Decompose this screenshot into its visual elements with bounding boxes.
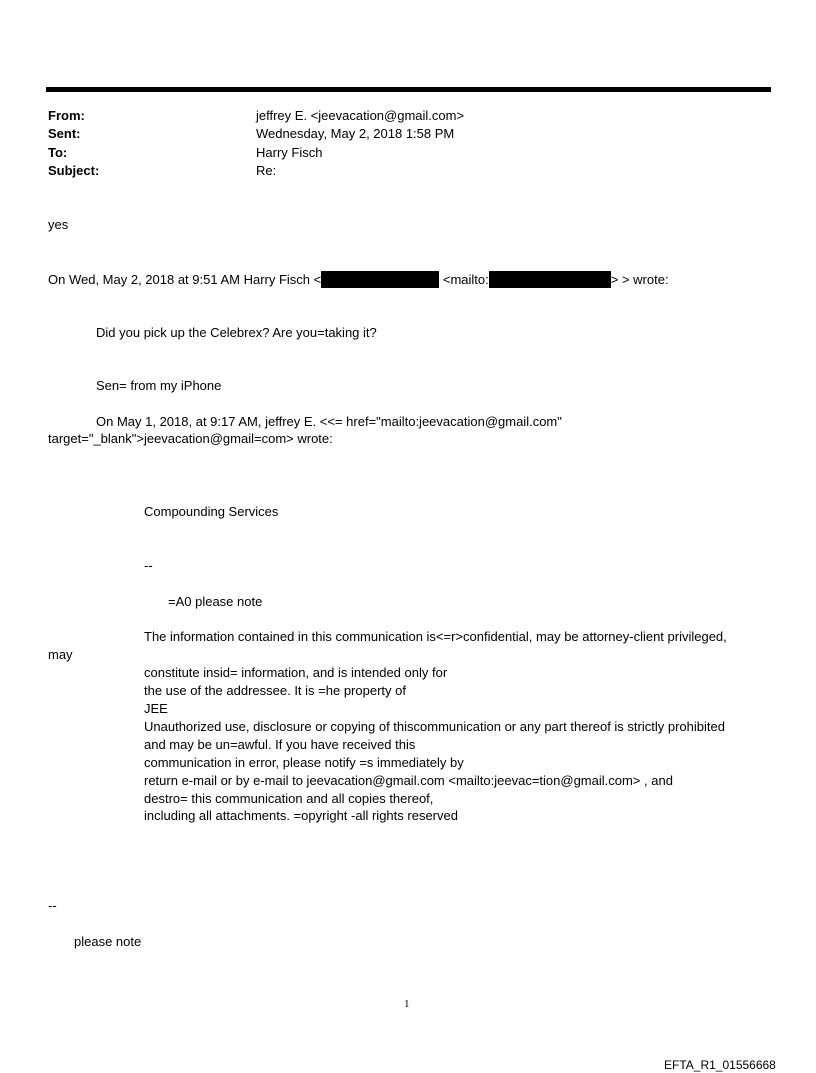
from-value: jeffrey E. <jeevacation@gmail.com>	[256, 108, 465, 123]
compounding-text: Compounding Services	[144, 504, 279, 519]
please-note-2: please note	[74, 934, 142, 949]
page-number: 1	[404, 998, 410, 1010]
sent-value: Wednesday, May 2, 2018 1:58 PM	[256, 126, 455, 141]
document-id: EFTA_R1_01556668	[664, 1058, 776, 1072]
subject-value: Re:	[256, 163, 277, 178]
redaction-block	[321, 271, 439, 288]
disclaimer-line: destro= this communication and all copies thereof,	[144, 791, 434, 806]
disclaimer-line: including all attachments. =opyright -all rights reserved	[144, 808, 458, 823]
subject-label: Subject:	[48, 163, 100, 178]
disclaimer-line: JEE	[144, 701, 168, 716]
disclaimer-line: return e-mail or by e-mail to jeevacation@gmail.com <mailto:jeevac=tion@gmail.com> , and	[144, 773, 673, 788]
header-rule	[46, 87, 771, 92]
disclaimer-line: the use of the addressee. It is =he property of	[144, 683, 406, 698]
disclaimer-line: and may be un=awful. If you have received this	[144, 737, 416, 752]
quote1-attribution	[48, 271, 669, 288]
please-note-1: =A0 please note	[168, 594, 263, 609]
disclaimer-line: The information contained in this communication is<=r>confidential, may be attorney-client privileged,	[144, 629, 727, 644]
disclaimer-line: constitute insid= information, and is intended only for	[144, 665, 448, 680]
quote1-suffix: > > wrote:	[610, 272, 669, 287]
sent-label: Sent:	[48, 126, 81, 141]
quote1-prefix: On Wed, May 2, 2018 at 9:51 AM Harry Fisch <	[48, 272, 322, 287]
to-label: To:	[48, 145, 68, 160]
question-text: Did you pick up the Celebrex? Are you=taking it?	[96, 325, 377, 340]
to-value: Harry Fisch	[256, 145, 323, 160]
separator-dashes: --	[48, 898, 57, 913]
quote2-line2: target="_blank">jeevacation@gmail=com> wrote:	[48, 431, 333, 446]
redaction-block	[489, 271, 611, 288]
disclaimer-line: communication in error, please notify =s immediately by	[144, 755, 464, 770]
quote2-line1: On May 1, 2018, at 9:17 AM, jeffrey E. <<= href="mailto:jeevacation@gmail.com"	[96, 414, 562, 429]
separator-dashes: --	[144, 558, 153, 573]
quote1-mailto: <mailto:	[442, 272, 489, 287]
disclaimer-may: may	[48, 647, 73, 662]
sent-from-text: Sen= from my iPhone	[96, 378, 222, 393]
disclaimer-line: Unauthorized use, disclosure or copying of thiscommunication or any part thereof is strictly prohibited	[144, 719, 725, 734]
reply-text: yes	[48, 217, 69, 232]
from-label: From:	[48, 108, 85, 123]
